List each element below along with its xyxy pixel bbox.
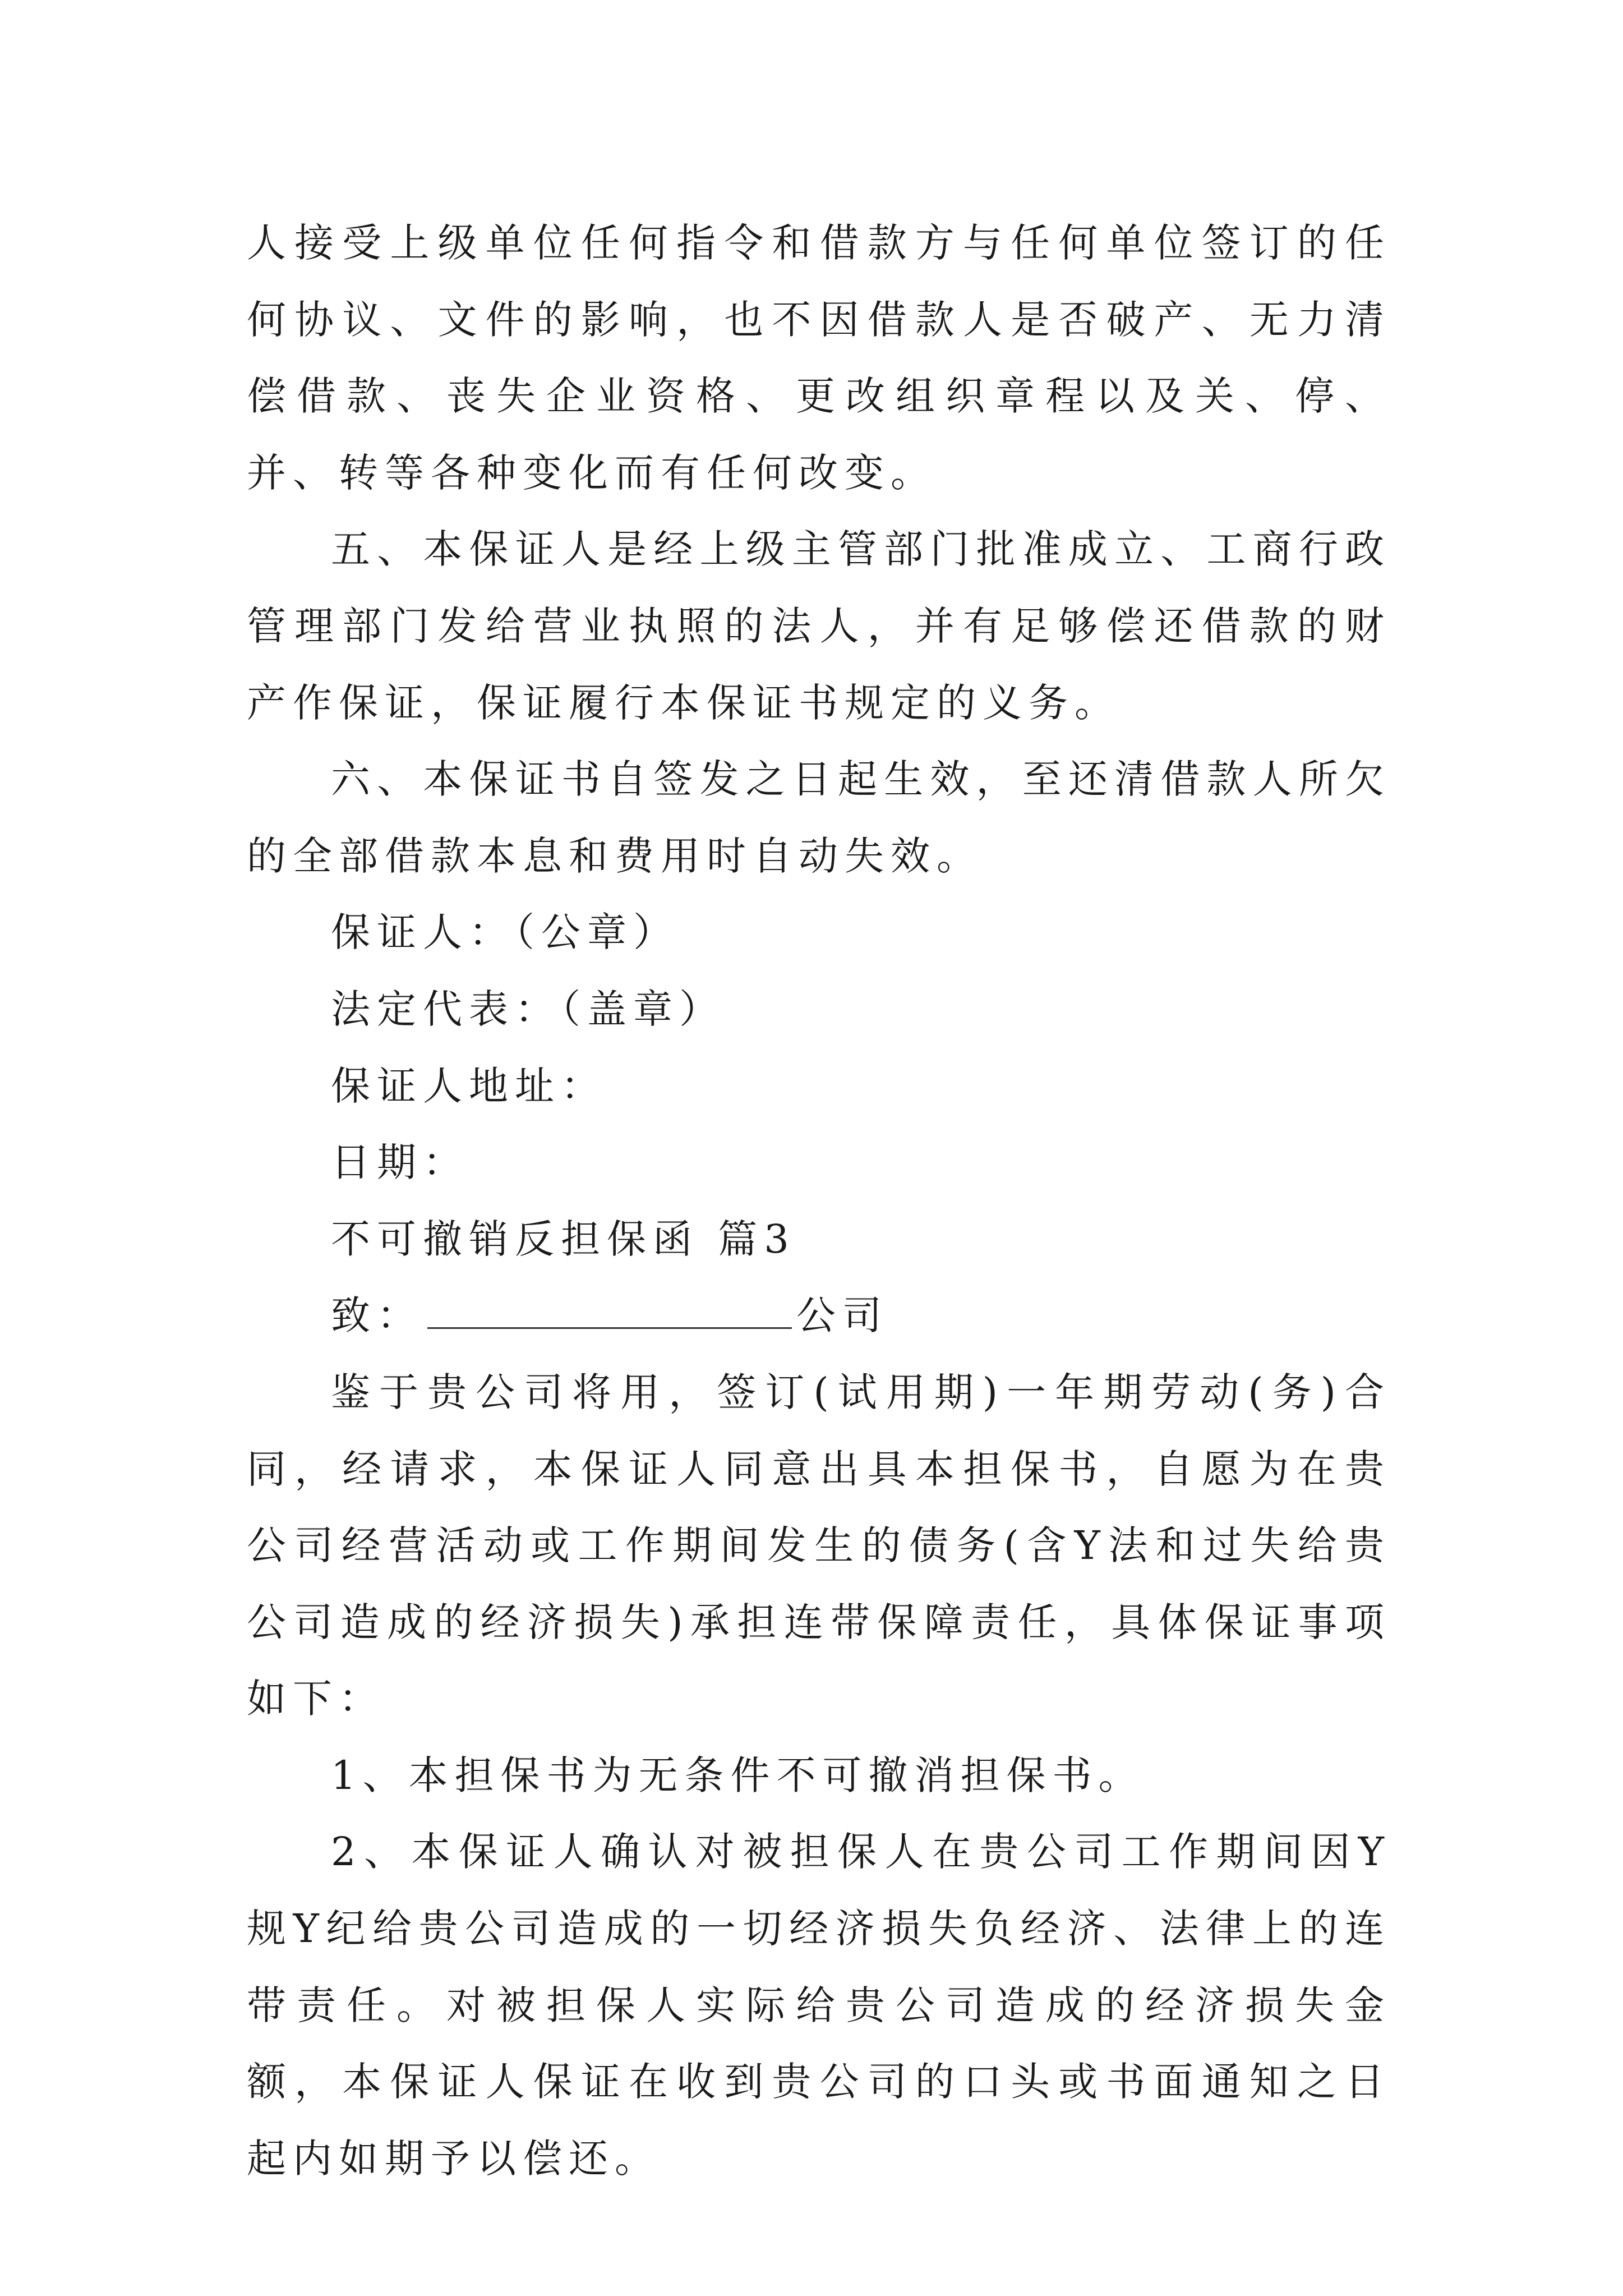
addressee-prefix: 致：	[331, 1292, 423, 1339]
signature-guarantor: 保证人：（公章）	[331, 909, 679, 956]
clause-six: 六、本保证书自签发之日起生效，至还清借款人所欠的全部借款本息和费用时自动失效。	[247, 756, 1391, 879]
item-one: 1、本担保书为无条件不可撤消担保书。	[331, 1752, 1145, 1798]
clause-five: 五、本保证人是经上级主管部门批准成立、工商行政管理部门发给营业执照的法人，并有足够偿还借款的财产作保证，保证履行本保证书规定的义务。	[247, 526, 1391, 726]
addressee-line	[247, 1277, 1391, 1354]
section-title: 不可撤销反担保函 篇3	[331, 1216, 796, 1262]
signature-date: 日期：	[331, 1139, 469, 1186]
document-page	[247, 205, 1391, 2197]
intro-paragraph: 鉴于贵公司将用，签订(试用期)一年期劳动(务)合同，经请求，本保证人同意出具本担保书，自愿为在贵公司经营活动或工作期间发生的债务(含Y法和过失给贵公司造成的经济损失)承担连带保障责任，具体保证事项如下：	[247, 1369, 1391, 1722]
signature-address: 保证人地址：	[331, 1062, 607, 1109]
continuation-paragraph: 人接受上级单位任何指令和借款方与任何单位签订的任何协议、文件的影响，也不因借款人是否破产、无力清偿借款、丧失企业资格、更改组织章程以及关、停、并、转等各种变化而有任何改变。	[247, 220, 1391, 496]
item-two: 2、本保证人确认对被担保人在贵公司工作期间因Y规Y纪给贵公司造成的一切经济损失负经济、法律上的连带责任。对被担保人实际给贵公司造成的经济损失金额，本保证人保证在收到贵公司的口头或书面通知之日起内如期予以偿还。	[247, 1829, 1391, 2182]
signature-legal-rep: 法定代表：（盖章）	[331, 986, 725, 1032]
addressee-blank	[427, 1295, 792, 1329]
addressee-suffix: 公司	[796, 1292, 888, 1339]
